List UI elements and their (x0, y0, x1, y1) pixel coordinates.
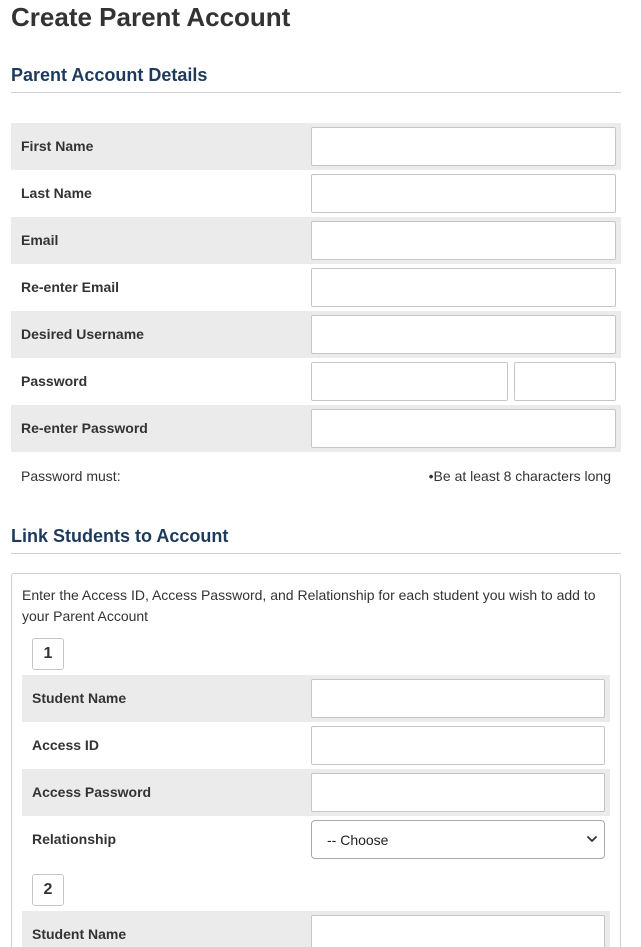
username-row (11, 311, 621, 358)
password-rule-length: •Be at least 8 characters long (428, 468, 611, 484)
link-students-panel (11, 573, 621, 947)
reenter-password-label: Re-enter Password (21, 420, 148, 436)
student-name-row (22, 911, 610, 947)
relationship-selected-value: -- Choose (327, 832, 389, 848)
access-password-input[interactable] (311, 773, 605, 812)
first-name-row (11, 123, 621, 170)
first-name-label: First Name (21, 138, 94, 154)
password-label: Password (21, 373, 88, 389)
access-password-row (22, 769, 610, 816)
last-name-label: Last Name (21, 185, 92, 201)
password-row (11, 358, 621, 405)
password-strength-field[interactable] (514, 362, 616, 401)
student-name-label: Student Name (32, 690, 127, 706)
reenter-password-row (11, 405, 621, 452)
email-label: Email (21, 232, 59, 248)
access-id-input[interactable] (311, 726, 605, 765)
section-divider (11, 92, 621, 93)
student-number-badge: 1 (32, 638, 64, 670)
link-students-description: Enter the Access ID, Access Password, and Relationship for each student you wish to add to your Parent Account (22, 587, 596, 624)
last-name-input[interactable] (311, 174, 616, 213)
relationship-row (22, 816, 610, 863)
access-password-label: Access Password (32, 784, 152, 800)
section-title-link-students: Link Students to Account (11, 526, 229, 546)
reenter-password-input[interactable] (311, 409, 616, 448)
email-row (11, 217, 621, 264)
relationship-label: Relationship (32, 831, 117, 847)
page-title: Create Parent Account (11, 2, 291, 32)
email-input[interactable] (311, 221, 616, 260)
last-name-row (11, 170, 621, 217)
access-id-label: Access ID (32, 737, 99, 753)
reenter-email-input[interactable] (311, 268, 616, 307)
password-input[interactable] (311, 362, 508, 401)
access-id-row (22, 722, 610, 769)
student-number-badge: 2 (32, 874, 64, 906)
reenter-email-row (11, 264, 621, 311)
password-rules-label: Password must: (21, 468, 121, 484)
relationship-select[interactable] (311, 820, 605, 859)
reenter-email-label: Re-enter Email (21, 279, 120, 295)
section-title-parent-details: Parent Account Details (11, 65, 208, 85)
section-divider (11, 553, 621, 554)
first-name-input[interactable] (311, 127, 616, 166)
username-input[interactable] (311, 315, 616, 354)
student-name-input[interactable] (311, 915, 605, 947)
chevron-down-icon (586, 831, 598, 847)
student-name-row (22, 675, 610, 722)
student-name-label: Student Name (32, 926, 127, 942)
username-label: Desired Username (21, 326, 144, 342)
student-name-input[interactable] (311, 679, 605, 718)
